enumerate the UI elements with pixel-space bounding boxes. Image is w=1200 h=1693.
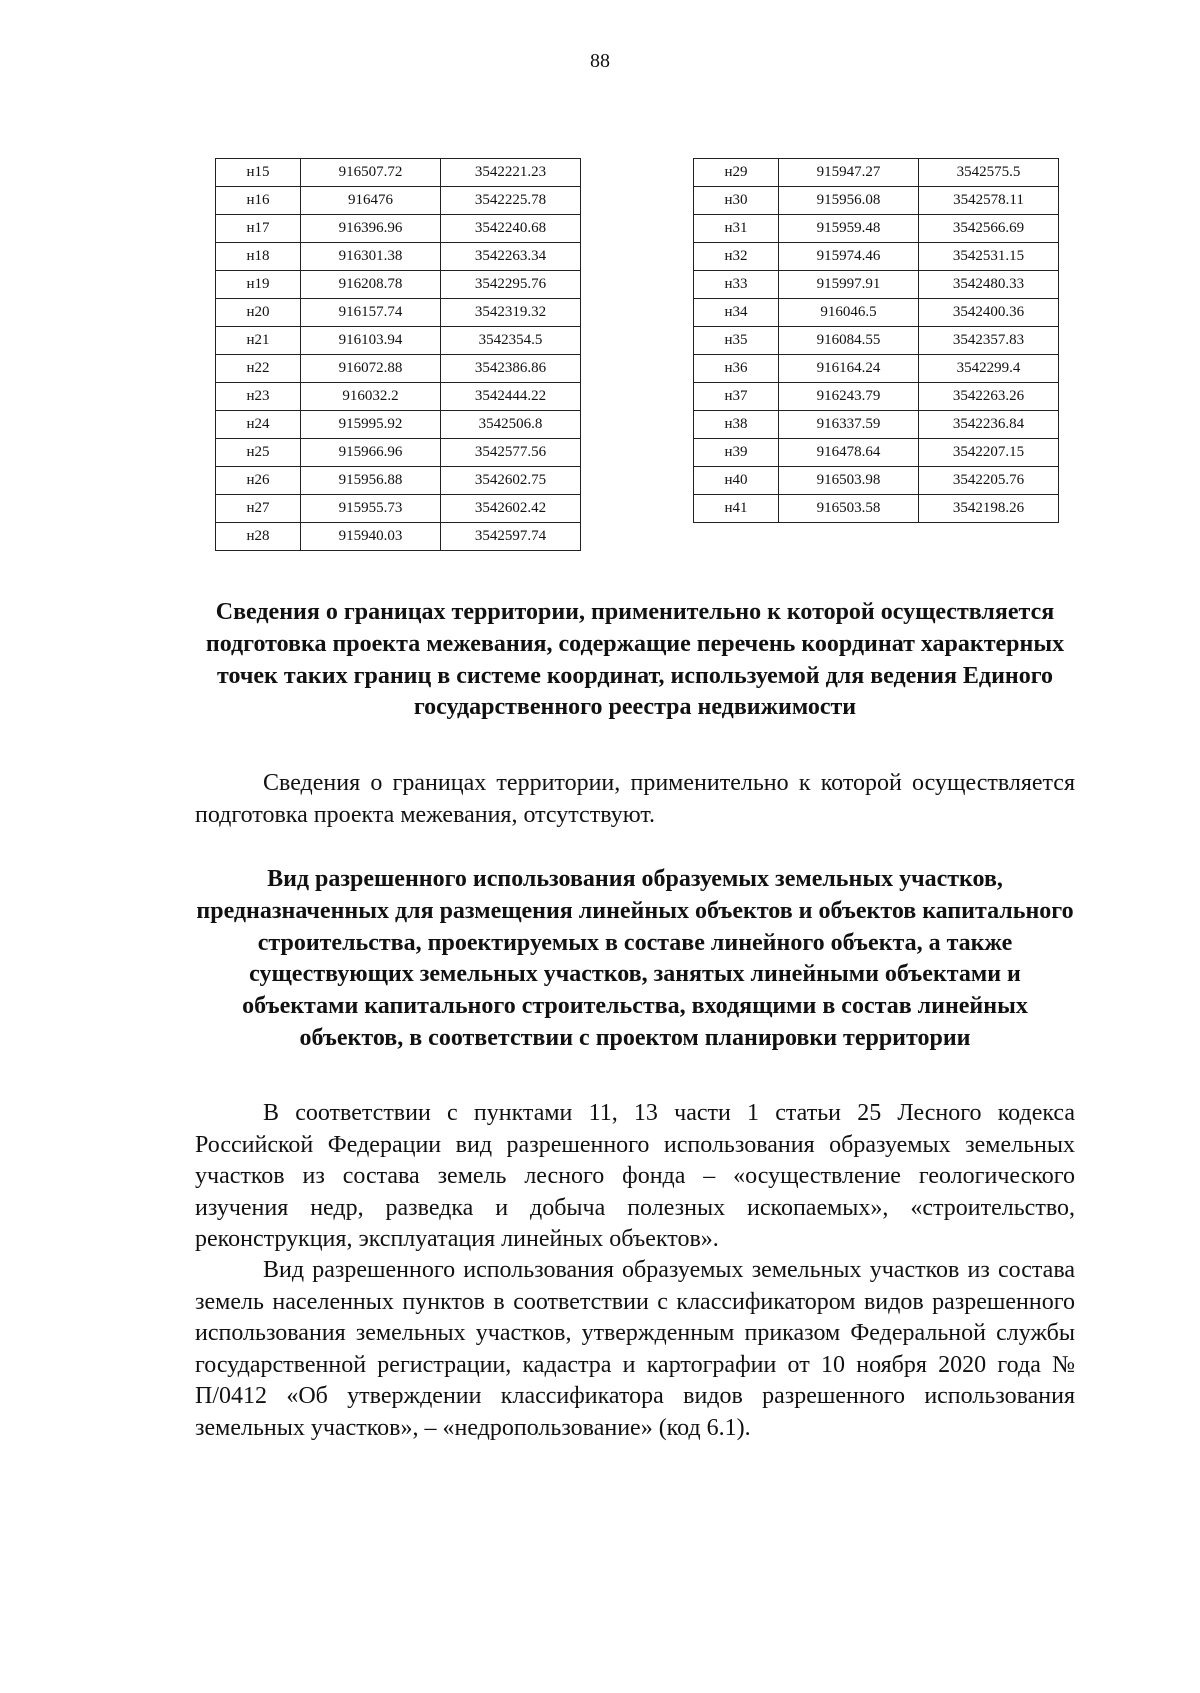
x-coordinate-cell: 915947.27 (779, 159, 919, 187)
x-coordinate-cell: 916503.98 (779, 467, 919, 495)
point-id-cell: н19 (216, 271, 301, 299)
table-row (216, 439, 581, 467)
point-id-cell: н23 (216, 383, 301, 411)
table-row (694, 271, 1059, 299)
point-id-cell: н39 (694, 439, 779, 467)
table-row (216, 271, 581, 299)
point-id-cell: н41 (694, 495, 779, 523)
table-row (216, 523, 581, 551)
y-coordinate-cell: 3542263.26 (919, 383, 1059, 411)
y-coordinate-cell: 3542354.5 (441, 327, 581, 355)
x-coordinate-cell: 916396.96 (301, 215, 441, 243)
coordinates-table-right (693, 158, 1059, 523)
y-coordinate-cell: 3542221.23 (441, 159, 581, 187)
coordinates-table-left (215, 158, 581, 551)
point-id-cell: н25 (216, 439, 301, 467)
x-coordinate-cell: 916478.64 (779, 439, 919, 467)
table-row (694, 383, 1059, 411)
x-coordinate-cell: 915997.91 (779, 271, 919, 299)
section-heading-boundaries: Сведения о границах территории, применительно к которой осуществляется подготовка проекта межевания, содержащие перечень координат характерных точек таких границ в системе координат, используемой для ведения Единого государственного реестра недвижимости (205, 599, 1065, 721)
table-row (216, 467, 581, 495)
table-row (694, 243, 1059, 271)
x-coordinate-cell: 915940.03 (301, 523, 441, 551)
y-coordinate-cell: 3542357.83 (919, 327, 1059, 355)
table-row (694, 439, 1059, 467)
table-row (694, 159, 1059, 187)
y-coordinate-cell: 3542577.56 (441, 439, 581, 467)
x-coordinate-cell: 915955.73 (301, 495, 441, 523)
x-coordinate-cell: 916103.94 (301, 327, 441, 355)
y-coordinate-cell: 3542480.33 (919, 271, 1059, 299)
x-coordinate-cell: 916301.38 (301, 243, 441, 271)
table-row (694, 411, 1059, 439)
y-coordinate-cell: 3542400.36 (919, 299, 1059, 327)
table-row (694, 299, 1059, 327)
y-coordinate-cell: 3542531.15 (919, 243, 1059, 271)
section-heading-permitted-use: Вид разрешенного использования образуемых земельных участков, предназначенных для размещения линейных объектов и объектов капитального строительства, проектируемых в составе линейного объекта, а также существующих земельных участков, занятых линейными объектами и объектами капитального строительства, входящими в состав линейных объектов, в соответствии с проектом планировки территории (196, 866, 1074, 1051)
table-row (216, 327, 581, 355)
x-coordinate-cell: 915956.88 (301, 467, 441, 495)
table-row (216, 383, 581, 411)
table-row (216, 243, 581, 271)
x-coordinate-cell: 916157.74 (301, 299, 441, 327)
point-id-cell: н38 (694, 411, 779, 439)
x-coordinate-cell: 916164.24 (779, 355, 919, 383)
table-row (694, 355, 1059, 383)
y-coordinate-cell: 3542236.84 (919, 411, 1059, 439)
page-number: 88 (590, 50, 610, 72)
point-id-cell: н36 (694, 355, 779, 383)
point-id-cell: н34 (694, 299, 779, 327)
x-coordinate-cell: 915995.92 (301, 411, 441, 439)
point-id-cell: н37 (694, 383, 779, 411)
table-row (216, 159, 581, 187)
point-id-cell: н15 (216, 159, 301, 187)
point-id-cell: н22 (216, 355, 301, 383)
x-coordinate-cell: 916243.79 (779, 383, 919, 411)
x-coordinate-cell: 916032.2 (301, 383, 441, 411)
x-coordinate-cell: 915974.46 (779, 243, 919, 271)
point-id-cell: н33 (694, 271, 779, 299)
x-coordinate-cell: 916503.58 (779, 495, 919, 523)
table-row (216, 495, 581, 523)
table-row (216, 411, 581, 439)
y-coordinate-cell: 3542198.26 (919, 495, 1059, 523)
paragraph-boundaries-absent: Сведения о границах территории, применительно к которой осуществляется подготовка проекта межевания, отсутствуют. (195, 770, 1075, 828)
point-id-cell: н27 (216, 495, 301, 523)
point-id-cell: н17 (216, 215, 301, 243)
y-coordinate-cell: 3542597.74 (441, 523, 581, 551)
point-id-cell: н29 (694, 159, 779, 187)
y-coordinate-cell: 3542295.76 (441, 271, 581, 299)
y-coordinate-cell: 3542566.69 (919, 215, 1059, 243)
table-row (694, 215, 1059, 243)
x-coordinate-cell: 916337.59 (779, 411, 919, 439)
x-coordinate-cell: 916507.72 (301, 159, 441, 187)
y-coordinate-cell: 3542205.76 (919, 467, 1059, 495)
table-row (694, 495, 1059, 523)
point-id-cell: н21 (216, 327, 301, 355)
x-coordinate-cell: 915966.96 (301, 439, 441, 467)
x-coordinate-cell: 916046.5 (779, 299, 919, 327)
x-coordinate-cell: 915959.48 (779, 215, 919, 243)
y-coordinate-cell: 3542602.75 (441, 467, 581, 495)
y-coordinate-cell: 3542444.22 (441, 383, 581, 411)
y-coordinate-cell: 3542386.86 (441, 355, 581, 383)
table-row (216, 187, 581, 215)
table-row (694, 187, 1059, 215)
y-coordinate-cell: 3542319.32 (441, 299, 581, 327)
point-id-cell: н16 (216, 187, 301, 215)
x-coordinate-cell: 916208.78 (301, 271, 441, 299)
y-coordinate-cell: 3542506.8 (441, 411, 581, 439)
point-id-cell: н40 (694, 467, 779, 495)
point-id-cell: н35 (694, 327, 779, 355)
y-coordinate-cell: 3542207.15 (919, 439, 1059, 467)
table-row (216, 355, 581, 383)
y-coordinate-cell: 3542263.34 (441, 243, 581, 271)
x-coordinate-cell: 916072.88 (301, 355, 441, 383)
table-row (694, 327, 1059, 355)
x-coordinate-cell: 916084.55 (779, 327, 919, 355)
point-id-cell: н20 (216, 299, 301, 327)
point-id-cell: н31 (694, 215, 779, 243)
y-coordinate-cell: 3542602.42 (441, 495, 581, 523)
point-id-cell: н18 (216, 243, 301, 271)
point-id-cell: н30 (694, 187, 779, 215)
table-row (216, 215, 581, 243)
point-id-cell: н24 (216, 411, 301, 439)
x-coordinate-cell: 916476 (301, 187, 441, 215)
y-coordinate-cell: 3542240.68 (441, 215, 581, 243)
paragraph-forest-fund-use: В соответствии с пунктами 11, 13 части 1 статьи 25 Лесного кодекса Российской Федерации вид разрешенного использования образуемых земельных участков из состава земель лесного фонда – «осуществление геологического изучения недр, разведка и добыча полезных ископаемых», «строительство, реконструкция, эксплуатация линейных объектов». (195, 1100, 1075, 1252)
paragraph-settlement-land-use: Вид разрешенного использования образуемых земельных участков из состава земель населенных пунктов в соответствии с классификатором видов разрешенного использования земельных участков, утвержденным приказом Федеральной службы государственной регистрации, кадастра и картографии от 10 ноября 2020 года № П/0412 «Об утверждении классификатора видов разрешенного использования земельных участков», – «недропользование» (код 6.1). (195, 1257, 1075, 1441)
x-coordinate-cell: 915956.08 (779, 187, 919, 215)
y-coordinate-cell: 3542225.78 (441, 187, 581, 215)
point-id-cell: н28 (216, 523, 301, 551)
y-coordinate-cell: 3542575.5 (919, 159, 1059, 187)
y-coordinate-cell: 3542299.4 (919, 355, 1059, 383)
y-coordinate-cell: 3542578.11 (919, 187, 1059, 215)
point-id-cell: н26 (216, 467, 301, 495)
table-row (694, 467, 1059, 495)
table-row (216, 299, 581, 327)
point-id-cell: н32 (694, 243, 779, 271)
